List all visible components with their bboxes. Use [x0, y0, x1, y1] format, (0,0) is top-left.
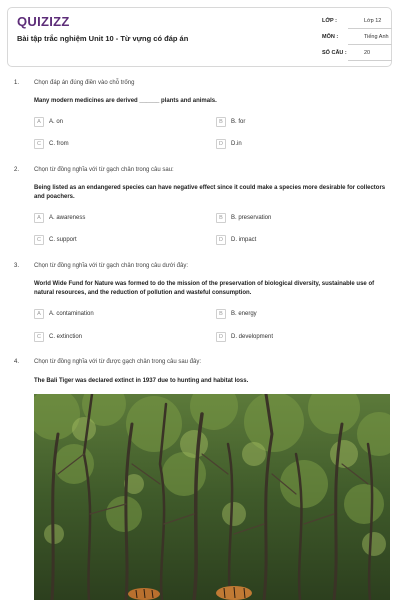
meta-question-count	[322, 47, 392, 61]
option-letter: C	[37, 237, 41, 243]
option-letter: A	[37, 119, 41, 125]
forest-image	[34, 394, 390, 600]
option-text: C. support	[49, 236, 77, 243]
option-text: B. energy	[231, 310, 257, 317]
option-letter: B	[219, 119, 223, 125]
question-1-stem: Many modern medicines are derived ______ plants and animals.	[34, 98, 217, 104]
option-text: A. contamination	[49, 310, 94, 317]
option-letter: D	[219, 237, 223, 243]
question-2-prompt: Chọn từ đồng nghĩa với từ gạch chân trong câu sau:	[34, 167, 174, 173]
option-letter: B	[219, 311, 223, 317]
meta-question-count-label: SỐ CÂU :	[322, 50, 347, 56]
option-text: D.in	[231, 140, 242, 147]
meta-class-value: Lớp 12	[364, 18, 382, 24]
option-letter: A	[37, 311, 41, 317]
worksheet-header	[7, 7, 392, 67]
meta-class-label: LỚP :	[322, 18, 337, 24]
option-text: C. extinction	[49, 333, 83, 340]
option-text: B. for	[231, 118, 246, 125]
meta-subject-label: MÔN :	[322, 34, 339, 40]
meta-class	[322, 15, 392, 29]
quizizz-logo: QUIZIZZ	[17, 14, 70, 29]
option-text: D. development	[231, 333, 274, 340]
option-text: D. impact	[231, 236, 257, 243]
question-3-number: 3.	[14, 263, 20, 269]
worksheet-title: Bài tập trắc nghiệm Unit 10 - Từ vựng có đáp án	[17, 34, 189, 43]
meta-question-count-value: 20	[364, 50, 371, 56]
meta-subject	[322, 31, 392, 45]
option-letter: D	[219, 141, 223, 147]
question-2-number: 2.	[14, 167, 20, 173]
option-letter: B	[219, 215, 223, 221]
question-1-prompt: Chọn đáp án đúng điền vào chỗ trống	[34, 80, 135, 86]
question-4-photo	[34, 394, 390, 600]
question-4-stem: The Bali Tiger was declared extinct in 1937 due to hunting and habitat loss.	[34, 378, 249, 384]
question-3-prompt: Chọn từ đồng nghĩa với từ gạch chân trong câu dưới đây:	[34, 263, 189, 269]
option-letter: C	[37, 334, 41, 340]
option-text: C. from	[49, 140, 69, 147]
question-4-number: 4.	[14, 359, 20, 365]
option-letter: D	[219, 334, 223, 340]
meta-subject-value: Tiếng Anh	[364, 34, 389, 40]
question-1-number: 1.	[14, 80, 20, 86]
option-text: B. preservation	[231, 214, 272, 221]
option-letter: C	[37, 141, 41, 147]
option-letter: A	[37, 215, 41, 221]
question-3-stem: World Wide Fund for Nature was formed to do the mission of the preservation of biological diversity, sustainable use of natural resources, and the reduction of pollution and wasteful consumption.	[34, 281, 375, 296]
question-2-stem: Being listed as an endangered species can have negative effect since it could make a species more desirable for collectors and poachers.	[34, 185, 386, 200]
option-text: A. on	[49, 118, 64, 125]
option-text: A. awareness	[49, 214, 86, 221]
question-4-prompt: Chọn từ đồng nghĩa với từ được gạch chân trong câu sau đây:	[34, 359, 202, 365]
